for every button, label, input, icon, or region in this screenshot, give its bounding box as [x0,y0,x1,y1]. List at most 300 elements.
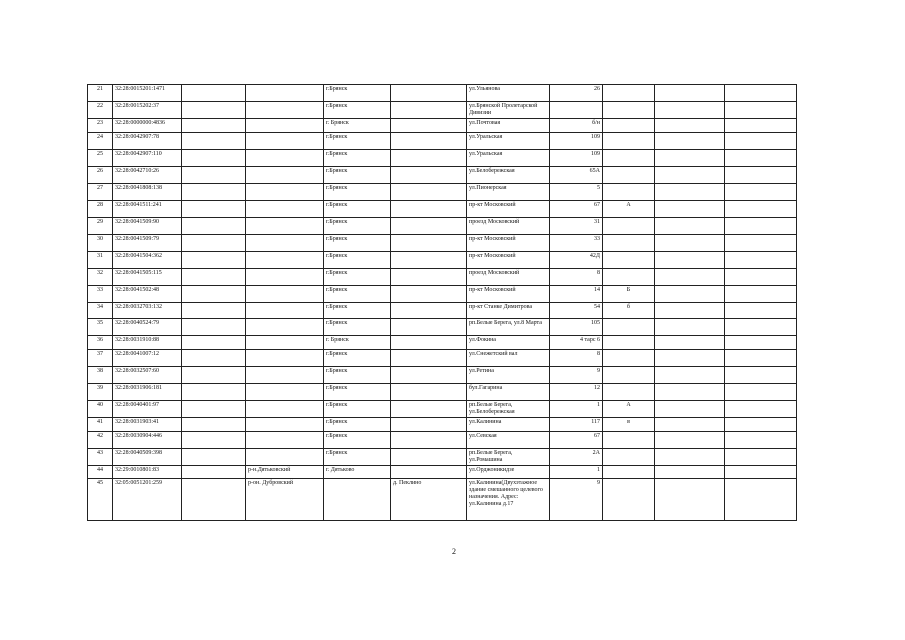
table-row [88,252,797,269]
city-cell: г.Брянск [324,252,391,269]
column-10-cell [655,167,725,184]
column-3-cell [182,367,246,384]
city-cell: г.Брянск [324,133,391,150]
village-cell [391,235,467,252]
table-row [88,102,797,119]
street-cell: пр-кт Московский [467,235,550,252]
table-row [88,218,797,235]
district-cell [246,119,324,133]
letter-cell: б [603,303,655,319]
column-11-cell [725,252,797,269]
column-11-cell [725,167,797,184]
cadastral-number: 32:28:0032507:60 [113,367,182,384]
column-10-cell [655,479,725,521]
house-number: 31 [550,218,603,235]
column-3-cell [182,336,246,350]
city-cell: г.Брянск [324,102,391,119]
city-cell: г.Брянск [324,303,391,319]
city-cell: г.Брянск [324,384,391,401]
street-cell: рп.Белые Берега, ул.Белобережская [467,401,550,418]
column-10-cell [655,252,725,269]
street-cell: ул.Калинина [467,418,550,432]
column-11-cell [725,319,797,336]
row-number: 32 [88,269,113,286]
column-10-cell [655,218,725,235]
village-cell [391,466,467,479]
table-row [88,286,797,303]
city-cell: г.Брянск [324,184,391,201]
street-cell: проезд Московский [467,218,550,235]
house-number: 1 [550,466,603,479]
page-number: 2 [452,547,456,556]
letter-cell [603,384,655,401]
house-number: 8 [550,350,603,367]
district-cell [246,432,324,449]
table-row [88,119,797,133]
column-10-cell [655,286,725,303]
cadastral-number: 32:28:0015202:37 [113,102,182,119]
district-cell [246,184,324,201]
letter-cell: А [603,401,655,418]
district-cell [246,133,324,150]
table-row [88,418,797,432]
row-number: 31 [88,252,113,269]
village-cell [391,319,467,336]
table-row [88,401,797,418]
house-number: 5 [550,184,603,201]
column-11-cell [725,401,797,418]
village-cell [391,384,467,401]
cadastral-number: 32:28:0031903:41 [113,418,182,432]
column-3-cell [182,466,246,479]
cadastral-number: 32:05:0051201:259 [113,479,182,521]
district-cell [246,201,324,218]
column-3-cell [182,201,246,218]
cadastral-number: 32:29:0010801:83 [113,466,182,479]
village-cell [391,85,467,102]
column-11-cell [725,218,797,235]
cadastral-number: 32:28:0042907:110 [113,150,182,167]
row-number: 26 [88,167,113,184]
column-11-cell [725,269,797,286]
column-11-cell [725,479,797,521]
column-10-cell [655,350,725,367]
table-row [88,85,797,102]
column-10-cell [655,303,725,319]
column-3-cell [182,184,246,201]
district-cell [246,384,324,401]
table-row [88,167,797,184]
district-cell [246,319,324,336]
row-number: 22 [88,102,113,119]
column-10-cell [655,102,725,119]
column-3-cell [182,102,246,119]
column-10-cell [655,184,725,201]
letter-cell [603,350,655,367]
column-10-cell [655,319,725,336]
city-cell: г.Брянск [324,449,391,466]
column-10-cell [655,269,725,286]
row-number: 23 [88,119,113,133]
row-number: 27 [88,184,113,201]
village-cell [391,133,467,150]
cadastral-number: 32:28:0000000:4836 [113,119,182,133]
column-3-cell [182,303,246,319]
city-cell: г.Брянск [324,235,391,252]
letter-cell: А [603,201,655,218]
city-cell: г.Брянск [324,401,391,418]
column-10-cell [655,401,725,418]
column-3-cell [182,401,246,418]
city-cell: г.Брянск [324,432,391,449]
row-number: 43 [88,449,113,466]
column-11-cell [725,286,797,303]
letter-cell [603,218,655,235]
house-number: 14 [550,286,603,303]
house-number: 67 [550,201,603,218]
district-cell [246,367,324,384]
row-number: 37 [88,350,113,367]
letter-cell [603,133,655,150]
column-11-cell [725,303,797,319]
column-3-cell [182,235,246,252]
letter-cell [603,449,655,466]
column-10-cell [655,432,725,449]
city-cell: г.Брянск [324,286,391,303]
village-cell: д. Пеклино [391,479,467,521]
street-cell: ул.Уральская [467,150,550,167]
house-number: 33 [550,235,603,252]
letter-cell [603,184,655,201]
column-10-cell [655,466,725,479]
column-3-cell [182,150,246,167]
column-11-cell [725,235,797,252]
cadastral-number: 32:28:0041509:90 [113,218,182,235]
street-cell: пр-кт Московский [467,252,550,269]
column-11-cell [725,201,797,218]
row-number: 36 [88,336,113,350]
street-cell: ул.Ретина [467,367,550,384]
table-row [88,384,797,401]
village-cell [391,336,467,350]
house-number: 65А [550,167,603,184]
column-3-cell [182,252,246,269]
column-10-cell [655,235,725,252]
cadastral-number: 32:28:0042710:26 [113,167,182,184]
city-cell [324,479,391,521]
cadastral-number: 32:28:0041808:138 [113,184,182,201]
village-cell [391,401,467,418]
district-cell [246,150,324,167]
cadastral-number: 32:28:0041007:12 [113,350,182,367]
table-row [88,201,797,218]
village-cell [391,184,467,201]
cadastral-number: 32:28:0015201:1471 [113,85,182,102]
column-11-cell [725,133,797,150]
row-number: 30 [88,235,113,252]
village-cell [391,269,467,286]
city-cell: г.Брянск [324,269,391,286]
row-number: 33 [88,286,113,303]
table-row [88,319,797,336]
column-3-cell [182,167,246,184]
cadastral-number: 32:28:0030904:446 [113,432,182,449]
column-11-cell [725,350,797,367]
column-11-cell [725,184,797,201]
street-cell: ул.Уральская [467,133,550,150]
table-row [88,449,797,466]
table-row [88,133,797,150]
cadastral-number: 32:28:0042907:78 [113,133,182,150]
row-number: 34 [88,303,113,319]
village-cell [391,432,467,449]
cadastral-number: 32:28:0041505:115 [113,269,182,286]
column-3-cell [182,85,246,102]
column-10-cell [655,85,725,102]
registry-table-body [88,85,797,521]
column-11-cell [725,418,797,432]
city-cell: г.Брянск [324,319,391,336]
district-cell [246,418,324,432]
column-3-cell [182,286,246,303]
city-cell: г.Брянск [324,218,391,235]
village-cell [391,367,467,384]
house-number: 67 [550,432,603,449]
village-cell [391,350,467,367]
village-cell [391,150,467,167]
village-cell [391,303,467,319]
row-number: 45 [88,479,113,521]
cadastral-number: 32:28:0041502:48 [113,286,182,303]
column-10-cell [655,336,725,350]
table-row [88,336,797,350]
house-number: 4 тарс 6 [550,336,603,350]
village-cell [391,201,467,218]
row-number: 44 [88,466,113,479]
row-number: 29 [88,218,113,235]
column-11-cell [725,150,797,167]
cadastral-number: 32:28:0040509:398 [113,449,182,466]
row-number: 21 [88,85,113,102]
district-cell [246,269,324,286]
column-11-cell [725,384,797,401]
house-number: 26 [550,85,603,102]
table-row [88,350,797,367]
street-cell: пр-кт Московский [467,286,550,303]
city-cell: г.Брянск [324,85,391,102]
street-cell: пр-кт Станке Димитрова [467,303,550,319]
cadastral-number: 32:28:0040524:79 [113,319,182,336]
street-cell: ул.Пионерская [467,184,550,201]
district-cell [246,336,324,350]
column-11-cell [725,432,797,449]
house-number: 1 [550,401,603,418]
column-3-cell [182,449,246,466]
house-number [550,102,603,119]
letter-cell [603,235,655,252]
street-cell: пр-кт Московский [467,201,550,218]
street-cell: ул.Калинина(Двухэтажное здание смешанного целевого назначения. Адрес: ул.Калинина д.17 [467,479,550,521]
district-cell [246,102,324,119]
row-number: 39 [88,384,113,401]
house-number: 105 [550,319,603,336]
district-cell [246,401,324,418]
city-cell: г.Брянск [324,350,391,367]
city-cell: г. Брянск [324,119,391,133]
column-10-cell [655,119,725,133]
column-10-cell [655,384,725,401]
column-3-cell [182,319,246,336]
row-number: 38 [88,367,113,384]
street-cell: ул.Севская [467,432,550,449]
row-number: 41 [88,418,113,432]
city-cell: г.Брянск [324,201,391,218]
street-cell: ул.Белобережская [467,167,550,184]
district-cell [246,252,324,269]
street-cell: ул.Фокина [467,336,550,350]
city-cell: г.Брянск [324,418,391,432]
village-cell [391,252,467,269]
table-row [88,269,797,286]
district-cell [246,286,324,303]
row-number: 28 [88,201,113,218]
table-row [88,184,797,201]
column-3-cell [182,350,246,367]
table-row [88,367,797,384]
column-3-cell [182,418,246,432]
column-11-cell [725,102,797,119]
house-number: 117 [550,418,603,432]
street-cell: ул.Брянской Пролетарской Дивизии [467,102,550,119]
district-cell [246,218,324,235]
column-10-cell [655,418,725,432]
letter-cell [603,167,655,184]
table-row [88,466,797,479]
district-cell [246,449,324,466]
house-number: 9 [550,367,603,384]
letter-cell: в [603,418,655,432]
column-11-cell [725,85,797,102]
row-number: 25 [88,150,113,167]
cadastral-number: 32:28:0040401:97 [113,401,182,418]
letter-cell [603,479,655,521]
row-number: 24 [88,133,113,150]
cadastral-number: 32:28:0041511:241 [113,201,182,218]
street-cell: проезд Московский [467,269,550,286]
column-10-cell [655,367,725,384]
registry-table [87,84,797,521]
letter-cell [603,85,655,102]
house-number: 8 [550,269,603,286]
district-cell [246,235,324,252]
street-cell: ул.Почтовая [467,119,550,133]
column-3-cell [182,269,246,286]
column-3-cell [182,119,246,133]
district-cell [246,85,324,102]
house-number: 12 [550,384,603,401]
city-cell: г. Дятьково [324,466,391,479]
letter-cell [603,252,655,269]
city-cell: г. Брянск [324,336,391,350]
table-row [88,235,797,252]
house-number: 2А [550,449,603,466]
row-number: 35 [88,319,113,336]
house-number: 9 [550,479,603,521]
village-cell [391,102,467,119]
letter-cell [603,150,655,167]
village-cell [391,286,467,303]
village-cell [391,167,467,184]
column-10-cell [655,150,725,167]
column-10-cell [655,133,725,150]
district-cell: р-н.Дятьковский [246,466,324,479]
street-cell: ул.Ульянова [467,85,550,102]
column-10-cell [655,201,725,218]
cadastral-number: 32:28:0031906:181 [113,384,182,401]
village-cell [391,449,467,466]
district-cell [246,303,324,319]
letter-cell [603,119,655,133]
column-3-cell [182,218,246,235]
cadastral-number: 32:28:0032703:132 [113,303,182,319]
table-row [88,150,797,167]
letter-cell [603,102,655,119]
column-11-cell [725,449,797,466]
column-10-cell [655,449,725,466]
table-row [88,479,797,521]
street-cell: ул.Снежетский вал [467,350,550,367]
cadastral-number: 32:28:0041504:362 [113,252,182,269]
cadastral-number: 32:28:0031910:88 [113,336,182,350]
column-11-cell [725,119,797,133]
column-3-cell [182,479,246,521]
house-number: 54 [550,303,603,319]
city-cell: г.Брянск [324,367,391,384]
house-number: б/н [550,119,603,133]
village-cell [391,218,467,235]
city-cell: г.Брянск [324,150,391,167]
city-cell: г.Брянск [324,167,391,184]
letter-cell [603,432,655,449]
table-row [88,303,797,319]
letter-cell: Б [603,286,655,303]
column-3-cell [182,432,246,449]
village-cell [391,119,467,133]
district-cell [246,350,324,367]
column-11-cell [725,466,797,479]
column-3-cell [182,133,246,150]
street-cell: бул.Гагарина [467,384,550,401]
street-cell: ул.Орджоникидзе [467,466,550,479]
street-cell: рп.Белые Берега, ул.Ромашина [467,449,550,466]
row-number: 42 [88,432,113,449]
village-cell [391,418,467,432]
column-11-cell [725,367,797,384]
table-row [88,432,797,449]
column-3-cell [182,384,246,401]
house-number: 42Д [550,252,603,269]
letter-cell [603,319,655,336]
letter-cell [603,367,655,384]
cadastral-number: 32:28:0041509:79 [113,235,182,252]
letter-cell [603,269,655,286]
district-cell [246,167,324,184]
column-11-cell [725,336,797,350]
letter-cell [603,466,655,479]
row-number: 40 [88,401,113,418]
street-cell: рп.Белые Берега, ул.8 Марта [467,319,550,336]
letter-cell [603,336,655,350]
